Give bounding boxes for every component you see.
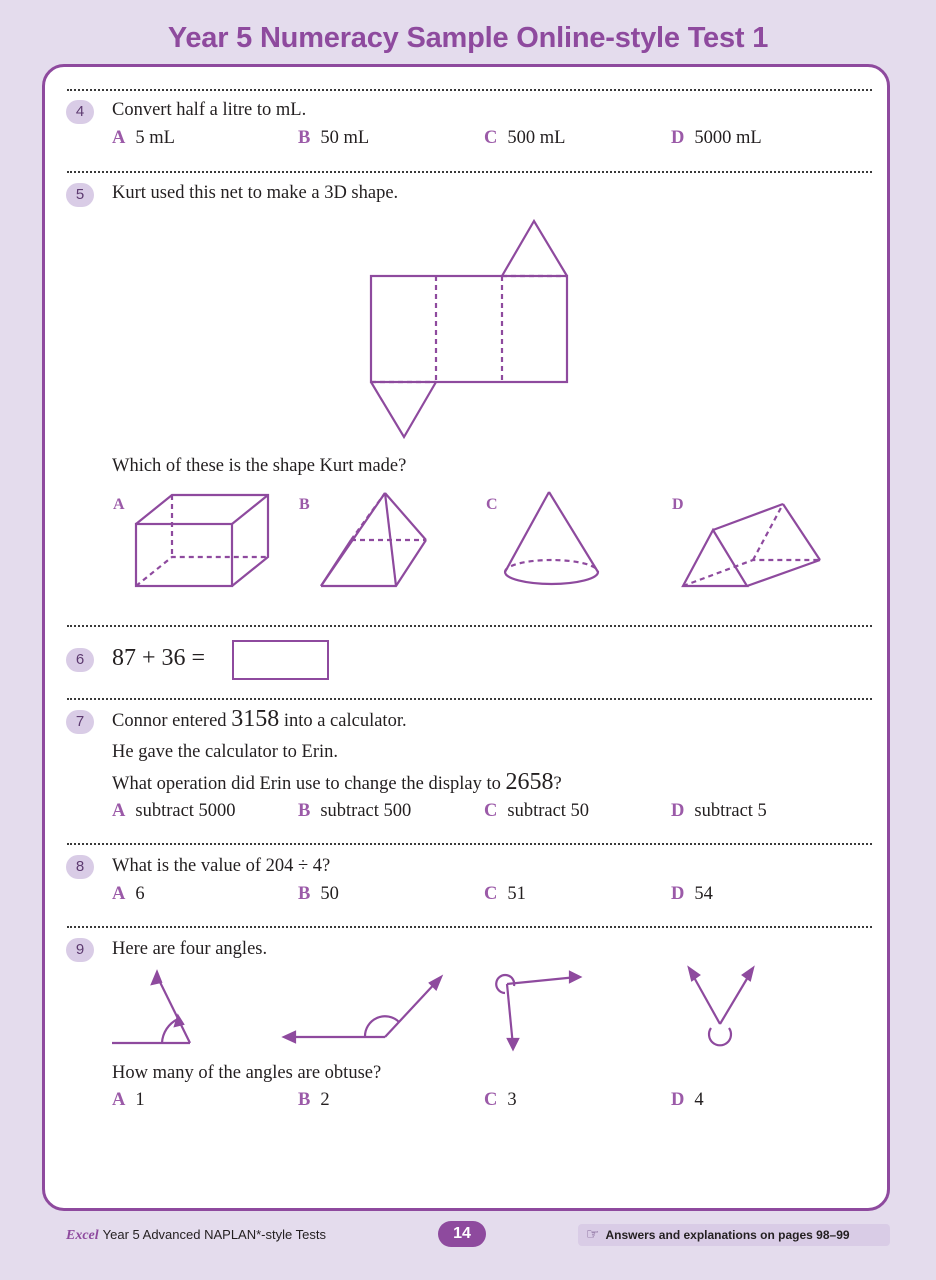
reflex-angle-icon [496,972,580,1049]
shape-option-d-letter[interactable]: D [672,496,684,513]
option-letter: A [112,801,126,821]
option-letter: C [484,1090,498,1110]
option-b[interactable] [298,801,411,822]
question-text: What is the value of 204 ÷ 4? [112,856,331,876]
option-letter: B [298,884,311,904]
question-number-badge: 4 [66,100,94,124]
option-letter: C [484,128,498,148]
question-text: Convert half a litre to mL. [112,100,307,120]
pointing-hand-icon: ☞ [586,1226,600,1243]
triangular-prism-icon [683,504,820,586]
option-c[interactable] [484,801,589,822]
option-letter: B [298,1090,311,1110]
option-letter: C [484,884,498,904]
rectangular-prism-icon [136,495,268,586]
question-prompt: How many of the angles are obtuse? [112,1063,382,1083]
option-d[interactable] [671,801,767,822]
answers-reference [578,1224,890,1246]
option-text: subtract 50 [507,801,590,821]
option-text: 5000 mL [694,128,762,148]
option-letter: D [671,128,685,148]
option-text: 5 mL [135,128,175,148]
option-text: subtract 5000 [135,801,236,821]
option-text: subtract 5 [694,801,767,821]
option-a[interactable] [112,1090,145,1111]
question-number-badge: 8 [66,855,94,879]
option-letter: A [112,128,126,148]
text-fragment: What operation did Erin use to change the display to [112,774,506,794]
option-text: 3 [507,1090,517,1110]
brand-logo: Excel [66,1228,99,1243]
option-letter: A [112,1090,126,1110]
cone-icon [505,492,598,584]
text-fragment: Connor entered [112,711,232,731]
option-text: 54 [694,884,713,904]
shape-option-b-letter[interactable]: B [299,496,310,513]
question-text: Kurt used this net to make a 3D shape. [112,183,399,203]
text-fragment: into a calculator. [279,711,407,731]
question-number-badge: 9 [66,938,94,962]
option-text: 2 [320,1090,330,1110]
question-number-badge: 5 [66,183,94,207]
shape-option-a-letter[interactable]: A [113,496,125,513]
question-text-line2: He gave the calculator to Erin. [112,742,339,762]
option-c[interactable] [484,884,526,905]
obtuse-angle-icon [284,977,441,1042]
option-letter: D [671,1090,685,1110]
shape-option-c-letter[interactable]: C [486,496,498,513]
option-b[interactable] [298,884,339,905]
option-letter: B [298,801,311,821]
acute-angle-icon [112,972,190,1043]
option-d[interactable] [671,884,713,905]
square-pyramid-icon [321,493,426,586]
footer-book-title [66,1227,326,1244]
page-number: 14 [438,1221,486,1247]
option-b[interactable] [298,1090,330,1111]
option-text: subtract 500 [320,801,412,821]
option-letter: C [484,801,498,821]
option-text: 6 [135,884,145,904]
question-prompt: Which of these is the shape Kurt made? [112,456,407,476]
question-number-badge: 7 [66,710,94,734]
question-text-line3 [112,769,562,796]
calculator-number: 2658 [505,769,554,795]
option-a[interactable] [112,801,236,822]
option-d[interactable] [671,1090,704,1111]
option-text: 1 [135,1090,145,1110]
question-text: Here are four angles. [112,939,268,959]
calculator-number: 3158 [231,706,280,732]
option-text: 51 [507,884,526,904]
option-text: 50 mL [320,128,370,148]
question-number-badge: 6 [66,648,94,672]
option-letter: D [671,884,685,904]
option-letter: A [112,884,126,904]
answers-text: Answers and explanations on pages 98–99 [605,1228,850,1242]
book-title: Year 5 Advanced NAPLAN*-style Tests [102,1227,326,1242]
option-a[interactable] [112,884,145,905]
option-text: 4 [694,1090,704,1110]
option-text: 500 mL [507,128,566,148]
option-letter: D [671,801,685,821]
acute-v-angle-icon [689,968,753,1045]
question-text: 87 + 36 = [112,645,206,671]
page-title: Year 5 Numeracy Sample Online-style Test 1 [167,22,769,54]
option-letter: B [298,128,311,148]
option-text: 50 [320,884,339,904]
prism-net-figure [371,221,567,437]
text-fragment: ? [553,774,562,794]
answer-input-box[interactable] [232,640,329,680]
question-text-line1 [112,706,407,733]
option-c[interactable] [484,1090,517,1111]
